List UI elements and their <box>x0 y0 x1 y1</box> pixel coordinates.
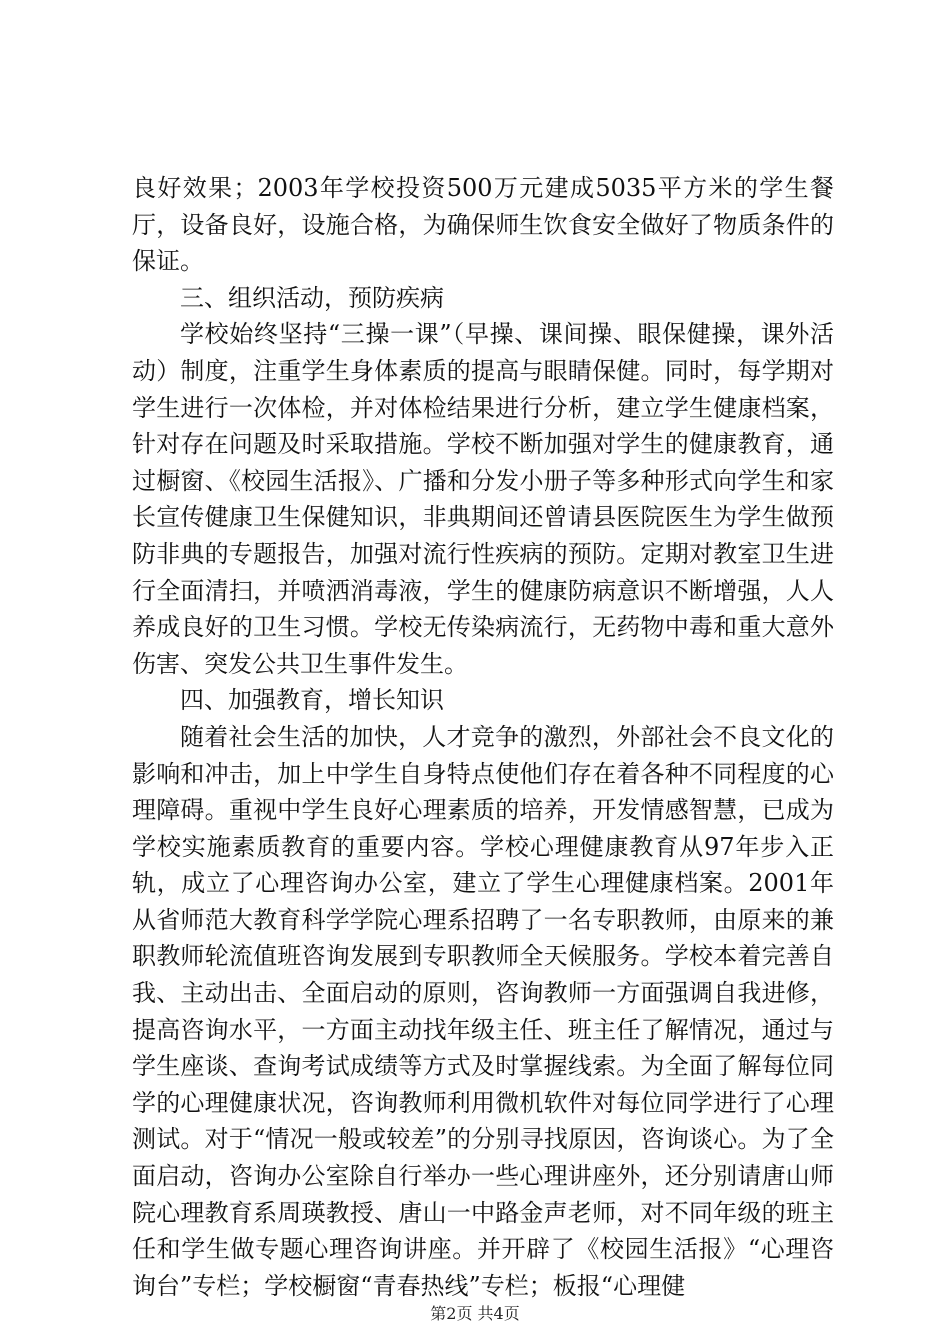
paragraph-health-activities: 学校始终坚持“三操一课”（早操、课间操、眼保健操，课外活动）制度，注重学生身体素质的提高与眼睛保健。同时，每学期对学生进行一次体检，并对体检结果进行分析，建立学生健康档案，针对存在问题及时采取措施。学校不断加强对学生的健康教育，通过橱窗、《校园生活报》、广播和分发小册子等多种形式向学生和家长宣传健康卫生保健知识，非典期间还曾请县医院医生为学生做预防非典的专题报告，加强对流行性疾病的预防。定期对教室卫生进行全面清扫，并喷洒消毒液，学生的健康防病意识不断增强，人人养成良好的卫生习惯。学校无传染病流行，无药物中毒和重大意外伤害、突发公共卫生事件发生。 <box>132 320 834 678</box>
section-heading-3: 三、组织活动，预防疾病 <box>180 283 444 312</box>
section-heading-4: 四、加强教育，增长知识 <box>180 686 444 715</box>
paragraph-continuation: 良好效果；2003年学校投资500万元建成5035平方米的学生餐厅，设备良好，设施合格，为确保师生饮食安全做好了物质条件的保证。 <box>132 174 834 276</box>
paragraph-psychology-education: 随着社会生活的加快，人才竞争的激烈，外部社会不良文化的影响和冲击，加上中学生自身特点使他们存在着各种不同程度的心理障碍。重视中学生良好心理素质的培养，开发情感智慧，已成为学校实施素质教育的重要内容。学校心理健康教育从97年步入正轨，成立了心理咨询办公室，建立了学生心理健康档案。2001年从省师范大教育科学学院心理系招聘了一名专职教师，由原来的兼职教师轮流值班咨询发展到专职教师全天候服务。学校本着完善自我、主动出击、全面启动的原则，咨询教师一方面强调自我进修，提高咨询水平，一方面主动找年级主任、班主任了解情况，通过与学生座谈、查询考试成绩等方式及时掌握线索。为全面了解每位同学的心理健康状况，咨询教师利用微机软件对每位同学进行了心理测试。对于“情况一般或较差”的分别寻找原因，咨询谈心。为了全面启动，咨询办公室除自行举办一些心理讲座外，还分别请唐山师院心理教育系周瑛教授、唐山一中路金声老师，对不同年级的班主任和学生做专题心理咨询讲座。并开辟了《校园生活报》“心理咨询台”专栏；学校橱窗“青春热线”专栏；板报“心理健 <box>132 722 834 1300</box>
document-body <box>132 170 834 1304</box>
page-number-footer: 第2页 共4页 <box>430 1304 520 1323</box>
